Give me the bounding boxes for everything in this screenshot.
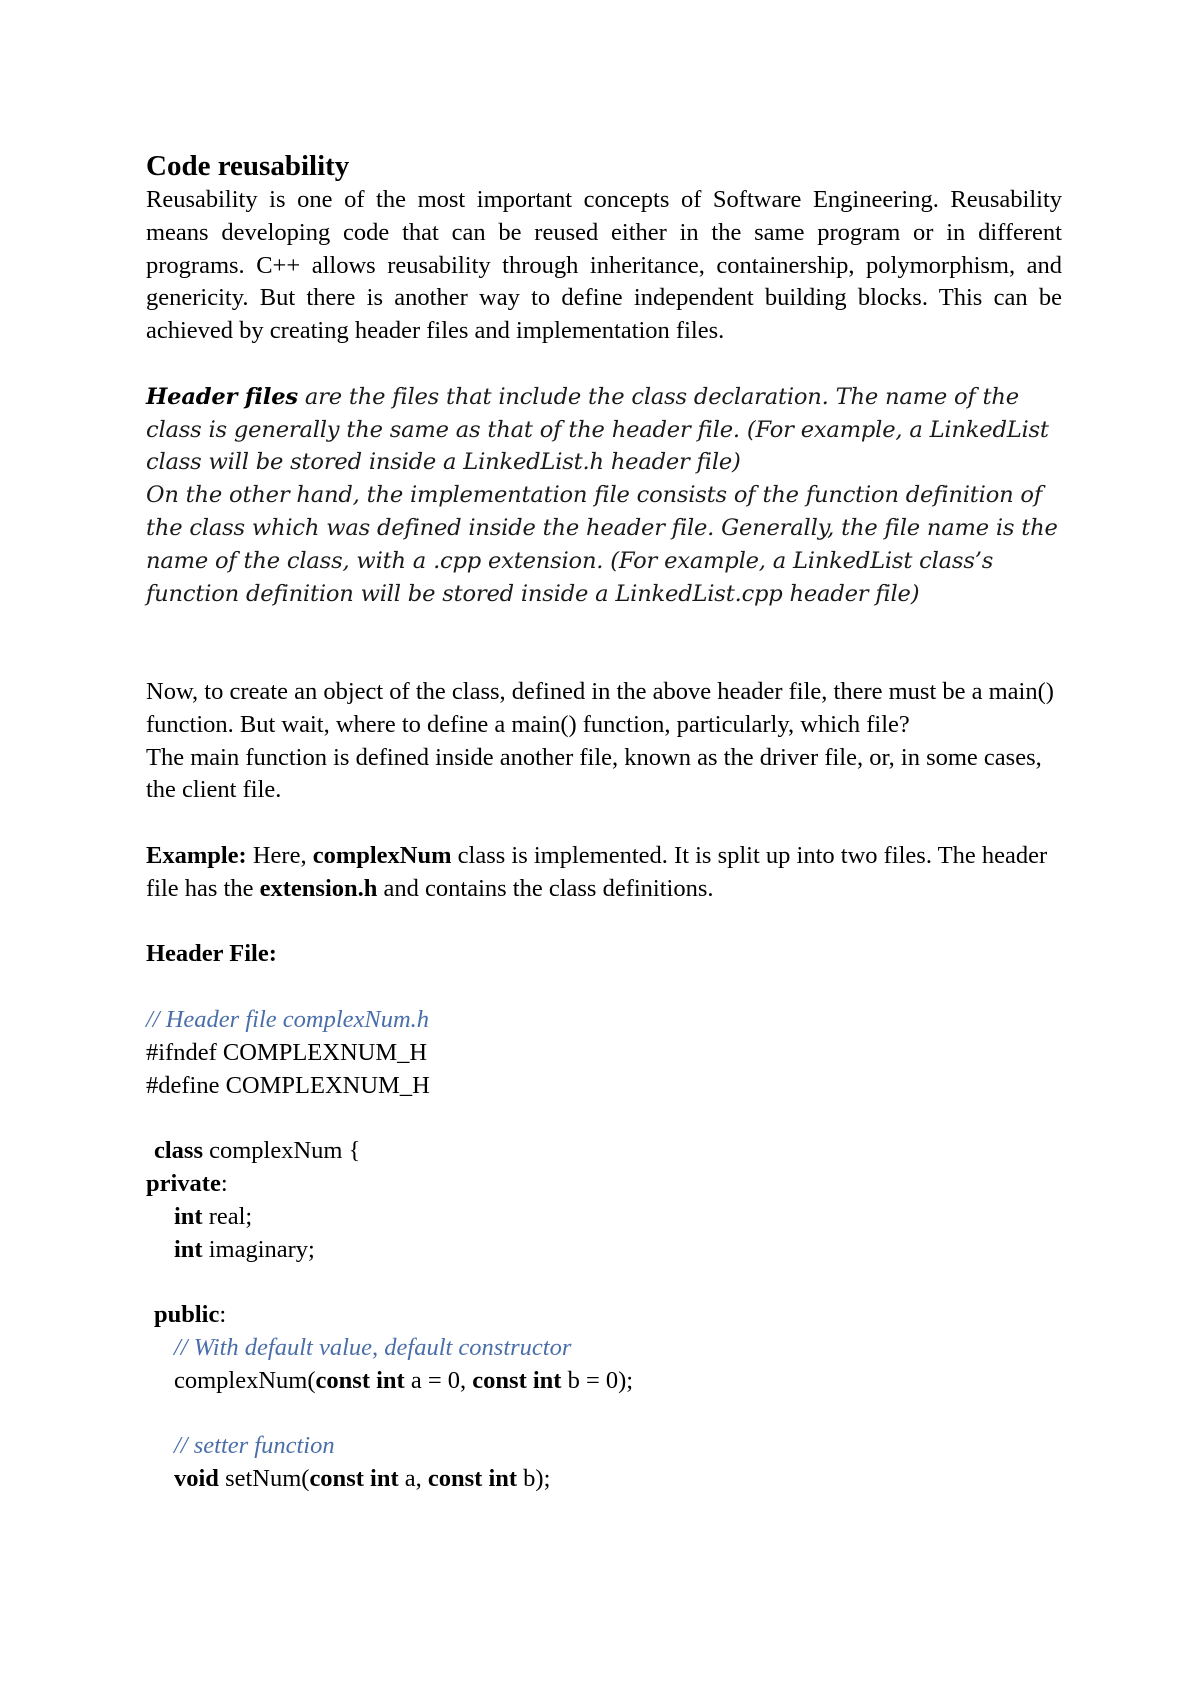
example-text: and contains the class definitions. <box>377 874 714 902</box>
code-line-imaginary <box>146 1234 1062 1267</box>
header-files-term: Header files <box>146 383 298 410</box>
spacer <box>146 610 1062 676</box>
example-paragraph <box>146 840 1062 906</box>
page-title: Code reusability <box>146 150 350 182</box>
keyword: public <box>154 1301 220 1329</box>
code-text: : <box>219 1301 227 1329</box>
code-line-public <box>146 1299 1062 1332</box>
keyword: int <box>488 1465 518 1493</box>
example-extension: extension.h <box>259 874 378 902</box>
spacer <box>146 1397 1062 1430</box>
keyword: private <box>146 1169 221 1197</box>
example-text: class is implemented. It is split up into two files. The header file has the <box>146 841 1048 902</box>
intro-paragraph: Reusability is one of the most important concepts of Software Engineering. Reusability means developing code that can be reused either in the same program or in different programs. C++ allows reusability through inheritance, containership, polymorphism, and genericity. But there is another way to define independent building blocks. This can be achieved by creating header files and implementation files. <box>146 186 1062 345</box>
keyword: int <box>174 1202 203 1230</box>
keyword: const <box>427 1465 483 1493</box>
code-text: b = 0); <box>561 1366 634 1394</box>
code-text: b); <box>517 1465 551 1493</box>
code-text: setNum( <box>218 1465 310 1493</box>
header-files-text: are the files that include the class declaration. The name of the class is generally the same as that of the header file. (For example, a LinkedList class will be stored inside a LinkedList.h header file) <box>146 383 1049 476</box>
keyword: const <box>309 1465 364 1493</box>
example-text: Here, <box>246 841 313 869</box>
code-text: a = 0, <box>404 1366 473 1394</box>
implementation-file-paragraph: On the other hand, the implementation file consists of the function definition of the class which was defined inside the header file. Generally, the file name is the name of the class, with a .cpp extension. (For example, a LinkedList class’s function definition will be stored inside a LinkedList.cpp header file) <box>146 482 1058 607</box>
keyword: void <box>174 1465 219 1493</box>
code-text: : <box>220 1169 228 1197</box>
keyword: int <box>532 1366 562 1394</box>
code-text: complexNum { <box>203 1137 361 1165</box>
spacer <box>146 1102 1062 1135</box>
spacer <box>146 971 1062 1004</box>
code-comment-header: // Header file complexNum.h <box>146 1005 430 1033</box>
header-file-label-text: Header File: <box>146 940 277 968</box>
code-comment-constructor: // With default value, default constructor <box>174 1333 572 1361</box>
code-text: imaginary; <box>202 1235 315 1263</box>
code-line-constructor <box>146 1365 1062 1398</box>
keyword: class <box>154 1137 203 1165</box>
code-comment-setter: // setter function <box>174 1432 335 1460</box>
example-label: Example: <box>146 841 247 869</box>
keyword: const <box>315 1366 370 1394</box>
code-text: complexNum( <box>174 1366 316 1394</box>
spacer <box>146 906 1062 939</box>
header-file-label <box>146 938 1062 971</box>
main-function-paragraph: Now, to create an object of the class, defined in the above header file, there must be a main() function. But wait, where to define a main() function, particularly, which file? <box>146 677 1054 738</box>
spacer <box>146 1266 1062 1299</box>
spacer <box>146 807 1062 840</box>
keyword: int <box>174 1235 203 1263</box>
keyword: int <box>376 1366 405 1394</box>
code-line-setter <box>146 1463 1062 1496</box>
example-class-name: complexNum <box>312 841 452 869</box>
code-line-real <box>146 1201 1062 1234</box>
code-line-class <box>146 1135 1062 1168</box>
driver-file-paragraph: The main function is defined inside another file, known as the driver file, or, in some cases, the client file. <box>146 743 1042 804</box>
code-line-ifndef: #ifndef COMPLEXNUM_H <box>146 1038 428 1066</box>
code-text: a, <box>398 1465 428 1493</box>
document-page <box>146 148 1062 1496</box>
code-line-define: #define COMPLEXNUM_H <box>146 1071 430 1099</box>
keyword: int <box>370 1465 399 1493</box>
code-line-private <box>146 1168 1062 1201</box>
spacer <box>146 348 1062 381</box>
code-block <box>146 1004 1062 1496</box>
code-text: real; <box>202 1202 253 1230</box>
keyword: const <box>472 1366 527 1394</box>
header-files-paragraph <box>146 381 1062 479</box>
